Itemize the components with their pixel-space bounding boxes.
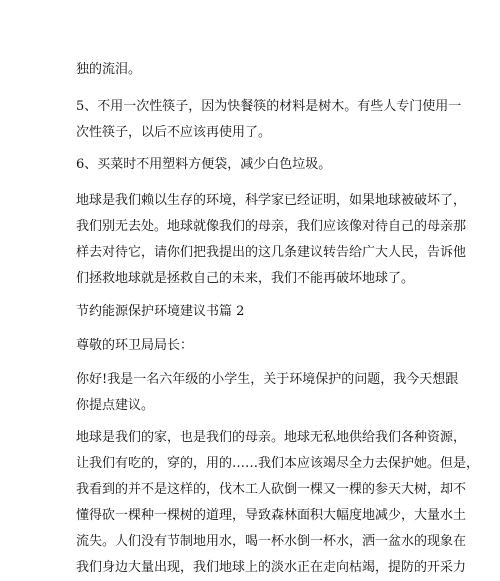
text-line: 让我们有吃的，穿的，用的……我们本应该竭尽全力去保护她。但是， bbox=[76, 456, 480, 471]
paragraph-1 bbox=[76, 57, 428, 83]
text-line: 懂得砍一棵种一棵树的道理，导致森林面积大幅度地减少，大量水土 bbox=[76, 508, 467, 523]
salutation bbox=[76, 333, 428, 359]
text-line: 们拯救地球就是拯救自己的未来，我们不能再破坏地球了。 bbox=[76, 271, 415, 286]
text-line: 尊敬的环卫局局长： bbox=[76, 338, 194, 353]
paragraph-4 bbox=[76, 188, 467, 292]
text-line: 我们别无去处。地球就像我们的母亲，我们应该像对待自己的母亲那 bbox=[76, 219, 467, 234]
paragraph-5 bbox=[76, 367, 459, 419]
paragraph-3 bbox=[76, 152, 428, 178]
text-line: 独的流泪。 bbox=[76, 62, 142, 77]
text-line: 5、不用一次性筷子，因为快餐筷的材料是树木。有些人专门使用一 bbox=[76, 99, 462, 114]
paragraph-6 bbox=[76, 425, 480, 581]
text-line: 样去对待它，请你们把我提出的这几条建议转告给广大人民，告诉他 bbox=[76, 245, 467, 260]
text-line: 次性筷子，以后不应该再使用了。 bbox=[76, 125, 272, 140]
paragraph-2 bbox=[76, 94, 462, 146]
text-line: 我们身边大量出现，我们地球上的淡水正在走向枯竭，提防的开采力 bbox=[76, 560, 467, 575]
text-line: 你提点建议。 bbox=[76, 398, 155, 413]
text-line: 节约能源保护环境建议书篇 2 bbox=[76, 304, 245, 319]
text-line: 流失。人们没有节制地用水，喝一杯水倒一杯水，洒一盆水的现象在 bbox=[76, 534, 467, 549]
section-title bbox=[76, 299, 428, 325]
text-line: 我看到的并不是这样的，伐木工人砍倒一棵又一棵的参天大树，却不 bbox=[76, 482, 467, 497]
text-line: 地球是我们赖以生存的环境，科学家已经证明，如果地球被破坏了， bbox=[76, 193, 467, 208]
text-line: 你好!我是一名六年级的小学生，关于环境保护的问题，我今天想跟 bbox=[76, 372, 459, 387]
text-line: 6、买菜时不用塑料方便袋，减少白色垃圾。 bbox=[76, 157, 332, 172]
text-line: 地球是我们的家，也是我们的母亲。地球无私地供给我们各种资源， bbox=[76, 430, 467, 445]
